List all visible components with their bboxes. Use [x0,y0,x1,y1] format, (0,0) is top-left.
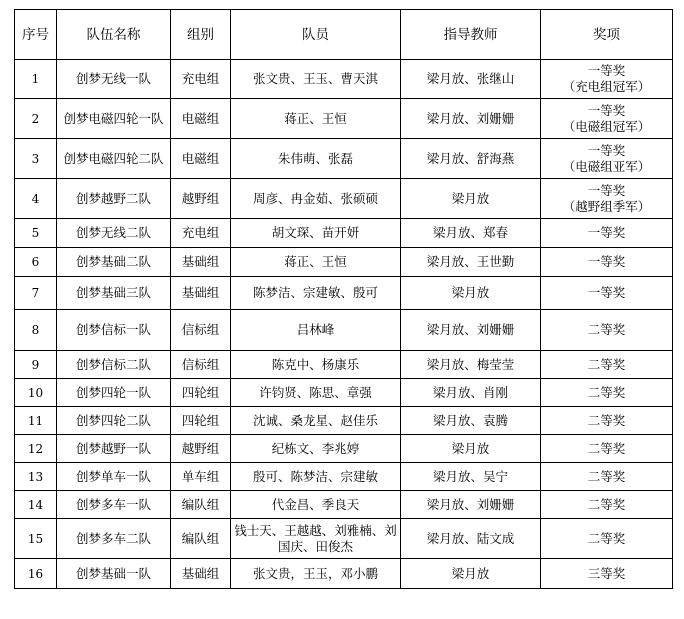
members: 周彦、冉金茹、张硕硕 [231,179,401,219]
team-name: 创梦电磁四轮一队 [57,99,171,139]
table-body [15,60,673,589]
team-name: 创梦越野二队 [57,179,171,219]
award [541,277,673,310]
group-name: 单车组 [171,463,231,491]
header-award: 奖项 [541,10,673,60]
team-name: 创梦信标二队 [57,351,171,379]
group-name: 电磁组 [171,99,231,139]
header-team: 队伍名称 [57,10,171,60]
table-row [15,491,673,519]
award [541,379,673,407]
team-name: 创梦多车一队 [57,491,171,519]
table-row [15,179,673,219]
award [541,463,673,491]
header-seq: 序号 [15,10,57,60]
header-teacher: 指导教师 [401,10,541,60]
group-name: 充电组 [171,60,231,99]
award-level: 一等奖 [587,142,626,158]
group-name: 越野组 [171,179,231,219]
members: 许钧贤、陈思、章强 [231,379,401,407]
award-level: 二等奖 [587,440,626,456]
award-level: 三等奖 [587,565,626,581]
header-row [15,10,673,60]
members: 纪栋文、李兆婷 [231,435,401,463]
row-number: 5 [15,219,57,248]
award-level: 一等奖 [587,182,626,198]
award [541,351,673,379]
table-row [15,351,673,379]
group-name: 基础组 [171,277,231,310]
teacher: 梁月放、刘姗姗 [401,310,541,351]
table-row [15,99,673,139]
award [541,435,673,463]
members: 吕林峰 [231,310,401,351]
members: 蒋正、王恒 [231,99,401,139]
award-level: 二等奖 [587,496,626,512]
table-row [15,435,673,463]
table-row [15,559,673,589]
row-number: 12 [15,435,57,463]
team-name: 创梦基础三队 [57,277,171,310]
group-name: 编队组 [171,519,231,559]
teacher: 梁月放、郑春 [401,219,541,248]
row-number: 6 [15,248,57,277]
teacher: 梁月放 [401,435,541,463]
members: 张文贵，王玉，邓小鹏 [231,559,401,589]
members: 殷可、陈梦洁、宗建敏 [231,463,401,491]
award-level: 一等奖 [587,225,626,240]
teacher: 梁月放 [401,179,541,219]
teacher: 梁月放、舒海燕 [401,139,541,179]
row-number: 14 [15,491,57,519]
members: 胡文琛、苗开妍 [231,219,401,248]
group-name: 基础组 [171,248,231,277]
team-name: 创梦无线一队 [57,60,171,99]
teacher: 梁月放、梅莹莹 [401,351,541,379]
team-name: 创梦四轮一队 [57,379,171,407]
award-level: 二等奖 [587,468,626,484]
award-level: 二等奖 [587,530,626,546]
award [541,179,673,219]
award [541,310,673,351]
award [541,491,673,519]
group-name: 信标组 [171,351,231,379]
group-name: 四轮组 [171,407,231,435]
group-name: 充电组 [171,219,231,248]
award [541,407,673,435]
table-row [15,219,673,248]
award-level: 一等奖 [587,63,626,78]
group-name: 基础组 [171,559,231,589]
members: 钱士天、王越越、刘雅楠、刘国庆、田俊杰 [231,519,401,559]
table-row [15,519,673,559]
award-note: （电磁组冠军） [562,118,651,134]
teacher: 梁月放、陆文成 [401,519,541,559]
award [541,99,673,139]
table-row [15,407,673,435]
team-name: 创梦多车二队 [57,519,171,559]
team-name: 创梦越野一队 [57,435,171,463]
row-number: 11 [15,407,57,435]
award [541,519,673,559]
award [541,559,673,589]
table-row [15,277,673,310]
award-note: （越野组季军） [562,198,651,214]
award-note: （充电组冠军） [562,79,651,94]
members: 沈诚、桑龙星、赵佳乐 [231,407,401,435]
table-row [15,139,673,179]
award [541,139,673,179]
teacher: 梁月放、袁腾 [401,407,541,435]
award [541,219,673,248]
teacher: 梁月放 [401,559,541,589]
header-members: 队员 [231,10,401,60]
table-row [15,310,673,351]
teacher: 梁月放、刘姗姗 [401,491,541,519]
header-group: 组别 [171,10,231,60]
row-number: 7 [15,277,57,310]
members: 陈克中、杨康乐 [231,351,401,379]
teacher: 梁月放、王世勤 [401,248,541,277]
award-level: 二等奖 [587,384,626,400]
team-name: 创梦无线二队 [57,219,171,248]
table-row [15,463,673,491]
teacher: 梁月放、吴宁 [401,463,541,491]
row-number: 9 [15,351,57,379]
teacher: 梁月放、肖刚 [401,379,541,407]
members: 陈梦洁、宗建敏、殷可 [231,277,401,310]
table-row [15,379,673,407]
award-level: 二等奖 [587,322,626,337]
table-row [15,248,673,277]
award-note: （电磁组亚军） [562,158,651,174]
table-row [15,60,673,99]
team-name: 创梦基础一队 [57,559,171,589]
row-number: 15 [15,519,57,559]
award-level: 一等奖 [587,102,626,118]
row-number: 13 [15,463,57,491]
members: 蒋正、王恒 [231,248,401,277]
group-name: 四轮组 [171,379,231,407]
row-number: 4 [15,179,57,219]
team-name: 创梦电磁四轮二队 [57,139,171,179]
row-number: 10 [15,379,57,407]
award-level: 二等奖 [587,356,626,372]
teacher: 梁月放、刘姗姗 [401,99,541,139]
row-number: 8 [15,310,57,351]
row-number: 1 [15,60,57,99]
teacher: 梁月放 [401,277,541,310]
award-level: 一等奖 [587,254,626,269]
group-name: 电磁组 [171,139,231,179]
team-name: 创梦基础二队 [57,248,171,277]
team-name: 创梦信标一队 [57,310,171,351]
group-name: 信标组 [171,310,231,351]
row-number: 16 [15,559,57,589]
members: 朱伟萌、张磊 [231,139,401,179]
members: 代金昌、季良天 [231,491,401,519]
team-name: 创梦单车一队 [57,463,171,491]
team-name: 创梦四轮二队 [57,407,171,435]
row-number: 3 [15,139,57,179]
award [541,248,673,277]
row-number: 2 [15,99,57,139]
award-level: 二等奖 [587,412,626,428]
group-name: 越野组 [171,435,231,463]
award-level: 一等奖 [587,285,626,300]
group-name: 编队组 [171,491,231,519]
teacher: 梁月放、张继山 [401,60,541,99]
members: 张文贵、王玉、曹天淇 [231,60,401,99]
award-table [14,9,673,589]
award [541,60,673,99]
